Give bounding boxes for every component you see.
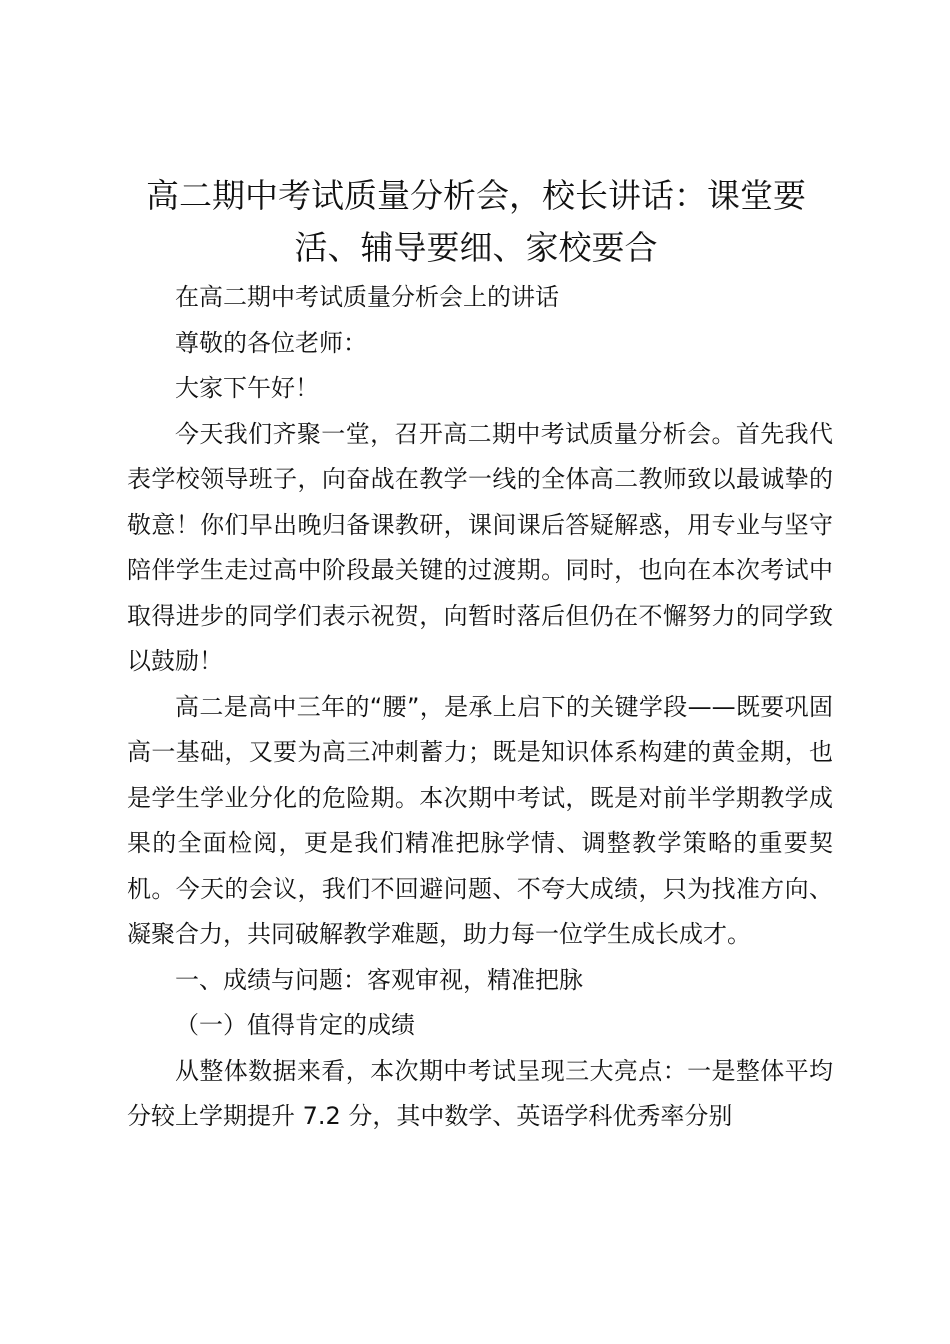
greeting: 大家下午好！ bbox=[175, 374, 319, 402]
salutation: 尊敬的各位老师： bbox=[175, 328, 367, 357]
speech-heading: 在高二期中考试质量分析会上的讲话 bbox=[175, 283, 559, 311]
document-body bbox=[127, 275, 833, 1140]
section-heading: 一、成绩与问题：客观审视，精准把脉 bbox=[175, 965, 583, 994]
body-paragraph: 今天我们齐聚一堂，召开高二期中考试质量分析会。首先我代表学校领导班子，向奋战在教学一线的全体高二教师致以最诚挚的敬意！你们早出晚归备课教研，课间课后答疑解惑，用专业与坚守陪伴学生走过高中阶段最关键的过渡期。同时，也向在本次考试中取得进步的同学们表示祝贺，向暂时落后但仍在不懈努力的同学致以鼓励！ bbox=[127, 419, 833, 675]
body-paragraph: 从整体数据来看，本次期中考试呈现三大亮点：一是整体平均分较上学期提升 7.2 分，其中数学、英语学科优秀率分别 bbox=[127, 1056, 833, 1130]
body-paragraph: 高二是高中三年的“腰”，是承上启下的关键学段——既要巩固高一基础，又要为高三冲刺蓄力；既是知识体系构建的黄金期，也是学生学业分化的危险期。本次期中考试，既是对前半学期教学成果的全面检阅，更是我们精准把脉学情、调整教学策略的重要契机。今天的会议，我们不回避问题、不夸大成绩，只为找准方向、凝聚合力，共同破解教学难题，助力每一位学生成长成才。 bbox=[127, 692, 833, 948]
document-title: 高二期中考试质量分析会，校长讲话：课堂要活、辅导要细、家校要合 bbox=[146, 176, 806, 267]
subsection-heading: （一）值得肯定的成绩 bbox=[175, 1011, 415, 1039]
